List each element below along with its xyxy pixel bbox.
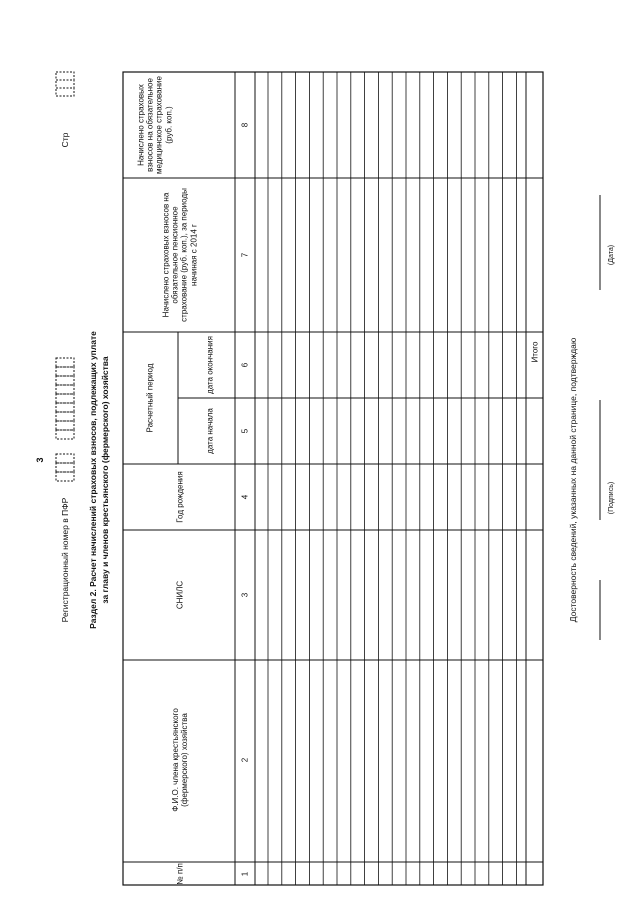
confirm-text: Достоверность сведений, указанных на данной странице, подтверждаю [568, 337, 579, 623]
reg-digit-box [56, 385, 74, 394]
column-number: 2 [240, 757, 250, 763]
reg-digit-box [56, 394, 74, 403]
header-col-1: № п/п [175, 863, 185, 885]
column-number: 4 [240, 494, 250, 500]
column-number: 8 [240, 122, 250, 128]
column-number: 7 [240, 252, 250, 258]
registration-label: Регистрационный номер в ПФР [60, 497, 71, 623]
header-col-3: СНИЛС [175, 580, 185, 610]
reg-digit-box [56, 421, 74, 430]
registration-number-boxes [56, 358, 74, 481]
page-number-boxes [56, 72, 74, 96]
date-label: (Дата) [607, 244, 615, 266]
reg-digit-box [56, 463, 74, 472]
reg-digit-box [56, 472, 74, 481]
page-label: Стр [60, 132, 71, 148]
header-col-6: дата окончания [205, 336, 215, 394]
section-title: Раздел 2. Расчет начислений страховых взносов, подлежащих уплате [88, 331, 99, 629]
header-col-2: Ф.И.О. члена крестьянского (фермерского) хозяйства [170, 708, 189, 812]
reg-digit-box [56, 430, 74, 439]
header-col-7: Начислено страховых взносов на обязательное пенсионное страхование (руб. коп.), за периоды начиная с 2014 г [161, 188, 199, 322]
column-number: 6 [240, 362, 250, 368]
header-col-4: Год рождения [175, 471, 185, 523]
reg-digit-box [56, 412, 74, 421]
total-label: Итого [530, 341, 540, 363]
column-number: 3 [240, 592, 250, 598]
data-rows [268, 72, 526, 885]
column-number: 5 [240, 428, 250, 434]
header-col-8: Начислено страховых взносов на обязательное медицинское страхование (руб. коп.) [136, 76, 174, 174]
reg-digit-box [56, 367, 74, 376]
reg-digit-box [56, 403, 74, 412]
reg-digit-box [56, 376, 74, 385]
section-subtitle: за главу и членов крестьянского (фермерского) хозяйства [100, 356, 111, 604]
reg-digit-box [56, 454, 74, 463]
column-number: 1 [240, 871, 250, 877]
header-period-group: Расчетный период [145, 363, 155, 433]
page-number: 3 [34, 457, 45, 463]
reg-digit-box [56, 358, 74, 367]
signature-label: (Подпись) [607, 481, 615, 515]
header-col-5: дата начала [205, 408, 215, 454]
